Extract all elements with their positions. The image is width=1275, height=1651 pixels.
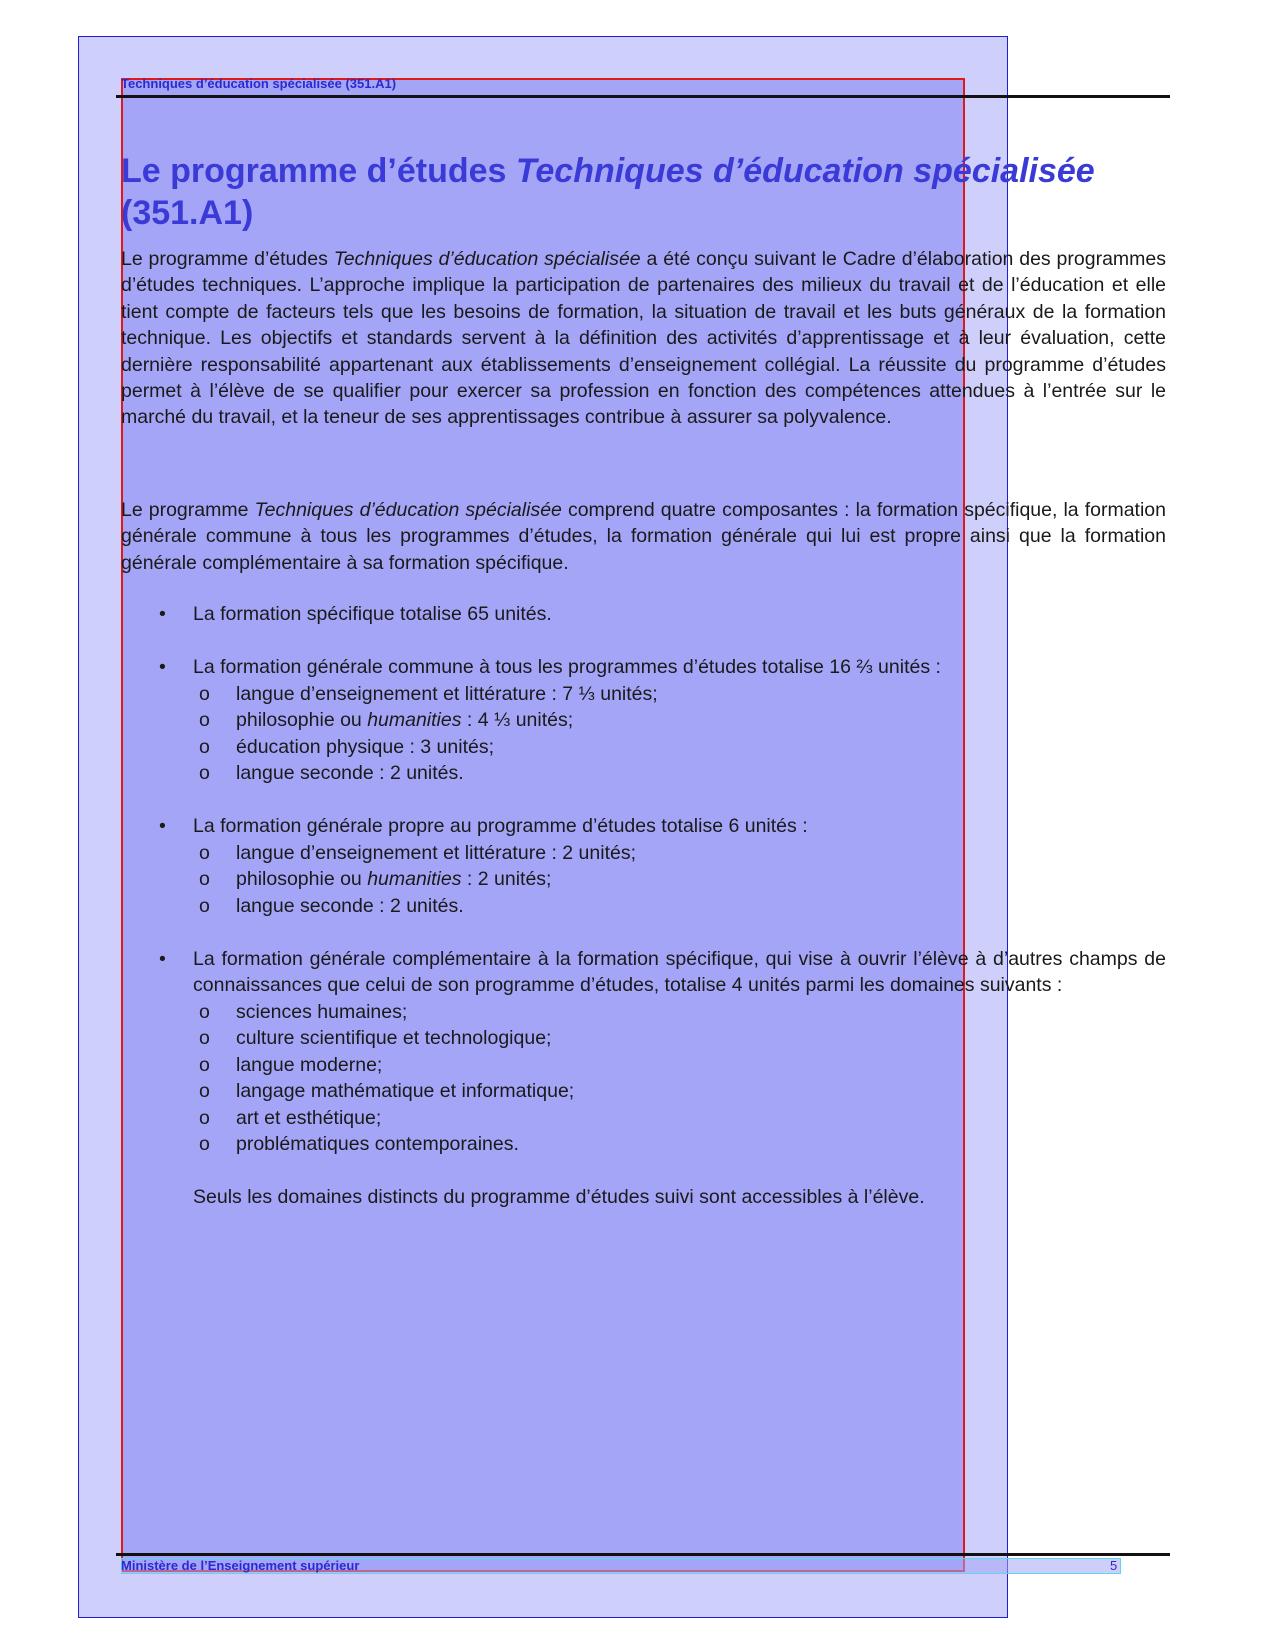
sub-item-italic: humanities: [367, 868, 462, 891]
sub-item-text: langue seconde : 2 unités.: [236, 894, 464, 917]
sub-item-text: langue d’enseignement et littérature : 7 ⅓ unités;: [236, 682, 658, 705]
intro-paragraph-2: [121, 497, 1166, 576]
sub-item-italic: humanities: [367, 709, 462, 732]
circle-bullet-icon: o: [199, 841, 210, 864]
list-item: [121, 946, 1166, 1157]
bullet-icon: •: [159, 603, 166, 625]
sub-item-text: langue moderne;: [236, 1053, 383, 1076]
sub-list-item: [121, 1105, 1166, 1131]
sub-list-item: [121, 840, 1166, 866]
intro-p1-prefix: Le programme d’études: [121, 248, 334, 270]
sub-item-text: : 4 ⅓ unités;: [461, 709, 574, 732]
circle-bullet-icon: o: [199, 868, 210, 891]
bullet-text: La formation générale propre au programme d’études totalise 6 unités :: [193, 815, 808, 838]
sub-list-item: [121, 734, 1166, 760]
circle-bullet-icon: o: [199, 1132, 210, 1155]
bullet-text: La formation générale commune à tous les programmes d’études totalise 16 ⅔ unités :: [193, 656, 941, 679]
page-title: [121, 150, 1181, 234]
bullet-icon: •: [159, 656, 166, 679]
sub-item-text: éducation physique : 3 unités;: [236, 735, 495, 758]
sub-item-text: culture scientifique et technologique;: [236, 1027, 552, 1050]
intro-p1-rest: a été conçu suivant le Cadre d’élaboration des programmes d’études techniques. L’approche implique la participation de partenaires des milieux du travail et de l’éducation et elle tient compte de facteurs tels que les besoins de formation, la situation de travail et les buts généraux de la formation technique. Les objectifs et standards servent à la définition des activités d’apprentissage et à leur évaluation, cette dernière responsabilité appartenant aux établissements d’enseignement collégial. La réussite du programme d’études permet à l’élève de se qualifier pour exercer sa profession en fonction des compétences attendues à l’entrée sur le marché du travail, et la teneur de ses apprentissages contribue à assurer sa polyvalence.: [121, 248, 1166, 429]
sub-item-text: sciences humaines;: [236, 1000, 408, 1023]
circle-bullet-icon: o: [199, 709, 210, 732]
intro-p1-italic: Techniques d’éducation spécialisée: [333, 248, 641, 270]
circle-bullet-icon: o: [199, 894, 210, 917]
bullet-icon: •: [159, 948, 166, 971]
circle-bullet-icon: o: [199, 1000, 210, 1023]
page-number: 5: [1110, 1558, 1118, 1573]
sub-item-text: : 2 unités;: [461, 868, 552, 891]
sub-list-item: [121, 1078, 1166, 1104]
list-item: [121, 654, 1166, 786]
list-item: [121, 813, 1166, 919]
bullet-text: La formation générale complémentaire à la formation spécifique, qui vise à ouvrir l’élève à d’autres champs de connaissances que celui de son programme d’études, totalise 4 unités parmi les domaines suivants :: [193, 948, 1166, 997]
title-program-name: Techniques d’éducation spécialisée: [515, 152, 1095, 190]
circle-bullet-icon: o: [199, 735, 210, 758]
sub-item-text: philosophie ou: [236, 868, 368, 891]
sub-list-item: [121, 1131, 1166, 1157]
sub-list-item: [121, 760, 1166, 786]
circle-bullet-icon: o: [199, 1080, 210, 1103]
header-rule: [116, 95, 1170, 98]
footer-ministry: Ministère de l’Enseignement supérieur: [121, 1558, 360, 1573]
intro-p2-italic: Techniques d’éducation spécialisée: [254, 499, 562, 521]
sub-item-text: problématiques contemporaines.: [236, 1132, 519, 1155]
running-header: Techniques d’éducation spécialisée (351.A1): [121, 76, 397, 91]
intro-p2-rest: comprend quatre composantes : la formation spécifique, la formation générale commune à tous les programmes d’études, la formation générale qui lui est propre ainsi que la formation générale complémentaire à sa formation spécifique.: [121, 499, 1166, 574]
sub-item-text: art et esthétique;: [236, 1106, 382, 1129]
components-list: [121, 601, 1166, 1211]
sub-item-text: langage mathématique et informatique;: [236, 1080, 575, 1103]
sub-item-text: philosophie ou: [236, 709, 368, 732]
closing-note: Seuls les domaines distincts du programme d’études suivi sont accessibles à l’élève.: [193, 1186, 925, 1209]
sub-list-item: [121, 893, 1166, 919]
title-code: (351.A1): [121, 194, 254, 232]
sub-item-text: langue d’enseignement et littérature : 2 unités;: [236, 841, 637, 864]
sub-list-item: [121, 707, 1166, 733]
bullet-icon: •: [159, 815, 166, 838]
title-prefix: Le programme d’études: [121, 152, 516, 190]
circle-bullet-icon: o: [199, 682, 210, 705]
circle-bullet-icon: o: [199, 1053, 210, 1076]
circle-bullet-icon: o: [199, 1027, 210, 1050]
bullet-text: La formation spécifique totalise 65 unités.: [193, 603, 552, 625]
circle-bullet-icon: o: [199, 1106, 210, 1129]
list-item: [121, 601, 1166, 627]
sub-list-item: [121, 681, 1166, 707]
sub-list-item: [121, 1025, 1166, 1051]
intro-section: [121, 246, 1166, 431]
circle-bullet-icon: o: [199, 762, 210, 785]
intro-section-2: [121, 497, 1166, 576]
intro-p2-prefix: Le programme: [121, 499, 255, 521]
footer-rule: [116, 1553, 1170, 1556]
sub-item-text: langue seconde : 2 unités.: [236, 762, 464, 785]
sub-list-item: [121, 866, 1166, 892]
sub-list-item: [121, 999, 1166, 1025]
sub-list-item: [121, 1052, 1166, 1078]
intro-paragraph-1: [121, 246, 1166, 431]
